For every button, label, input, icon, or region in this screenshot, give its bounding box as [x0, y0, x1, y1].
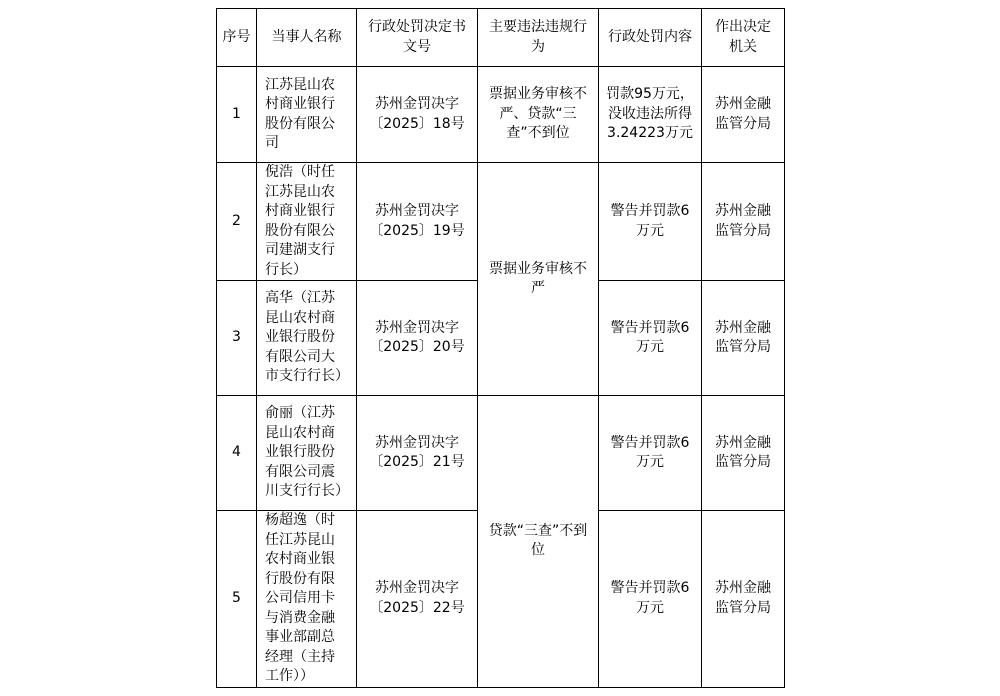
header-doc-no: 行政处罚决定书文号: [357, 9, 478, 67]
row-penalty: 警告并罚款6万元: [599, 511, 702, 688]
row-doc-no: 苏州金罚决字〔2025〕22号: [357, 511, 478, 688]
merged-violation-loans: 贷款“三查”不到位: [478, 396, 599, 688]
header-party: 当事人名称: [257, 9, 357, 67]
table-row: [217, 67, 785, 163]
row-seq: 1: [217, 67, 257, 163]
row-authority: 苏州金融监管分局: [702, 163, 785, 281]
row-party: 杨超逸（时任江苏昆山农村商业银行股份有限公司信用卡与消费金融事业部副总经理（主持工作））: [257, 511, 357, 688]
row-authority: 苏州金融监管分局: [702, 67, 785, 163]
row-doc-no: 苏州金罚决字〔2025〕21号: [357, 396, 478, 511]
header-seq: 序号: [217, 9, 257, 67]
row-party: 高华（江苏昆山农村商业银行股份有限公司大市支行行长）: [257, 281, 357, 396]
row-violation: 票据业务审核不严、贷款“三查”不到位: [478, 67, 599, 163]
row-doc-no: 苏州金罚决字〔2025〕20号: [357, 281, 478, 396]
row-doc-no: 苏州金罚决字〔2025〕19号: [357, 163, 478, 281]
row-doc-no: 苏州金罚决字〔2025〕18号: [357, 67, 478, 163]
header-violation: 主要违法违规行为: [478, 9, 599, 67]
header-penalty: 行政处罚内容: [599, 9, 702, 67]
row-authority: 苏州金融监管分局: [702, 396, 785, 511]
table-row: [217, 396, 785, 511]
row-penalty: 警告并罚款6万元: [599, 396, 702, 511]
row-seq: 2: [217, 163, 257, 281]
row-party: 俞丽（江苏昆山农村商业银行股份有限公司震川支行行长）: [257, 396, 357, 511]
merged-violation-bills: 票据业务审核不严: [478, 163, 599, 396]
row-seq: 5: [217, 511, 257, 688]
row-authority: 苏州金融监管分局: [702, 281, 785, 396]
row-seq: 3: [217, 281, 257, 396]
header-authority: 作出决定机关: [702, 9, 785, 67]
row-authority: 苏州金融监管分局: [702, 511, 785, 688]
row-seq: 4: [217, 396, 257, 511]
row-penalty: 罚款95万元，没收违法所得3.24223万元: [599, 67, 702, 163]
penalty-table: [216, 8, 785, 688]
row-penalty: 警告并罚款6万元: [599, 281, 702, 396]
row-penalty: 警告并罚款6万元: [599, 163, 702, 281]
row-party: 倪浩（时任江苏昆山农村商业银行股份有限公司建湖支行行长）: [257, 163, 357, 281]
table-header-row: [217, 9, 785, 67]
row-party: 江苏昆山农村商业银行股份有限公司: [257, 67, 357, 163]
table-row: [217, 163, 785, 281]
